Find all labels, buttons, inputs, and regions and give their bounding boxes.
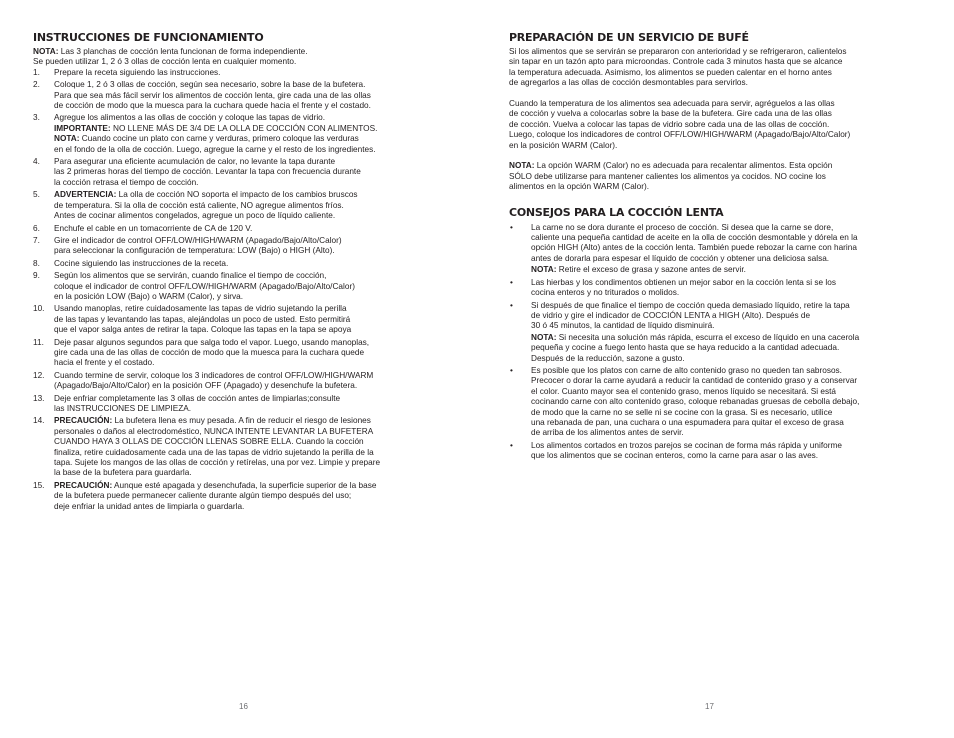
right-column <box>509 32 921 462</box>
step-number: 2. <box>33 80 40 90</box>
instruction-step <box>33 416 447 478</box>
step-number: 8. <box>33 258 40 268</box>
step-note-text: Cuando cocine un plato con carne y verduras, primero coloque las verduras en el fondo de la olla de cocción. Luego, agregue la carne y el resto de los ingredientes. <box>54 134 376 154</box>
step-number: 1. <box>33 67 40 77</box>
step-text: Según los alimentos que se servirán, cuando finalice el tiempo de cocción, coloque el indicador de control OFF/LOW/HIGH/WARM (Apagado/Bajo/Alto/Calor) en la posición LOW (Bajo) o WARM (Calor), y sirva. <box>54 271 355 301</box>
page-number-left: 16 <box>239 702 248 711</box>
intro-note-label: NOTA: <box>33 47 59 56</box>
instruction-step <box>33 271 447 302</box>
step-number: 11. <box>33 337 44 347</box>
step-text: Para asegurar una eficiente acumulación de calor, no levante la tapa durante las 2 primeras horas del tiempo de cocción. Levantar la tapa con frecuencia durante la cocción retrasa el tiempo de cocción. <box>54 157 361 187</box>
step-text: Prepare la receta siguiendo las instrucciones. <box>54 67 221 77</box>
tip-note <box>509 265 921 275</box>
bullet-icon: • <box>510 365 513 375</box>
step-text: Coloque 1, 2 ó 3 ollas de cocción, según sea necesario, sobre la base de la bufetera. Para que sea más fácil servir los alimentos de cocción lenta, gire cada una de las ollas de cocción de modo que la muesca para la cuchara quede hacia el frente y el costado. <box>54 80 371 111</box>
step-number: 3. <box>33 113 40 123</box>
instruction-step <box>33 371 447 392</box>
tip-item <box>509 366 921 439</box>
tip-text: Si después de que finalice el tiempo de cocción queda demasiado líquido, retire la tapa de vidrio y gire el indicador de COCCIÓN LENTA a HIGH (Alto). Después de 30 ó 45 minutos, la cantidad de líquido disminuirá. <box>531 300 850 331</box>
step-number: 5. <box>33 190 40 200</box>
step-number: 15. <box>33 480 45 490</box>
bullet-icon: • <box>510 277 513 287</box>
section-title-buffet-preparation: PREPARACIÓN DE UN SERVICIO DE BUFÉ <box>509 31 749 44</box>
buffet-warm-note-label: NOTA: <box>509 161 535 171</box>
tip-note-label: NOTA: <box>531 265 557 275</box>
instruction-step <box>33 338 447 369</box>
section-title-operating-instructions: INSTRUCCIONES DE FUNCIONAMIENTO <box>33 31 264 44</box>
step-number: 7. <box>33 235 40 245</box>
step-warning-label: PRECAUCIÓN: <box>54 480 113 490</box>
step-text: Agregue los alimentos a las ollas de cocción y coloque las tapas de vidrio. <box>54 113 326 123</box>
tip-item <box>509 223 921 265</box>
bullet-icon: • <box>510 440 513 450</box>
bullet-icon: • <box>510 222 513 232</box>
slow-cooking-tips-list <box>509 223 921 462</box>
step-text: Usando manoplas, retire cuidadosamente las tapas de vidrio sujetando la perilla de las tapas y levantando las tapas, alejándolas un poco de usted. Esto permitirá que el vapor salga antes de retirar la tapa. Coloque las tapas en la tapa se apoya <box>54 304 352 335</box>
buffet-warm-note-text: La opción WARM (Calor) no es adecuada para recalentar alimentos. Esta opción SÓLO debe utilizarse para mantener calientes los alimentos ya cocidos. NO cocine los alimentos en la opción WARM (Calor). <box>509 161 833 192</box>
section-title-slow-cooking-tips: CONSEJOS PARA LA COCCIÓN LENTA <box>509 205 724 219</box>
step-text: Deje pasar algunos segundos para que salga todo el vapor. Luego, usando manoplas, gire cada una de las ollas de cocción de modo que la muesca para la cuchara quede hacia el frente y el costado. <box>54 337 370 368</box>
step-text: Deje enfriar completamente las 3 ollas de cocción antes de limpiarlas;consulte las INSTRUCCIONES DE LIMPIEZA. <box>54 393 341 413</box>
tip-note-text: Si necesita una solución más rápida, escurra el exceso de líquido en una cacerola pequeña y cocine a fuego lento hasta que se haya reducido a la cantidad adecuada. Después de la reducción, sazone a gusto. <box>531 332 860 363</box>
instruction-step <box>33 80 447 111</box>
bullet-icon: • <box>510 300 513 310</box>
step-text: Enchufe el cable en un tomacorriente de CA de 120 V. <box>54 223 253 233</box>
tip-text: La carne no se dora durante el proceso de cocción. Si desea que la carne se dore, caliente una pequeña cantidad de aceite en la olla de cocción desmontable y dórela en la opción HIGH (Alto) antes de la cocción lenta. También puede rebozar la carne con harina antes de dorarla para espesar el líquido de cocción y obtener una deliciosa salsa. <box>531 222 858 263</box>
step-warning-label: PRECAUCIÓN: <box>54 416 113 426</box>
intro-note-text: Las 3 planchas de cocción lenta funcionan de forma independiente. Se pueden utilizar 1, 2 ó 3 ollas de cocción lenta en cualquier momento. <box>33 47 308 67</box>
step-note-text: NO LLENE MÁS DE 3/4 DE LA OLLA DE COCCIÓN CON ALIMENTOS. <box>110 123 378 133</box>
step-text: Aunque esté apagada y desenchufada, la superficie superior de la base de la bufetera puede permanecer caliente durante algún tiempo después del uso; deje enfriar la unidad antes de limpiarla o guardarla. <box>54 480 377 511</box>
tip-item <box>509 301 921 332</box>
step-text: La olla de cocción NO soporta el impacto de los cambios bruscos de temperatura. Si la olla de cocción está caliente, NO agregue alimentos fríos. Antes de cocinar alimentos congelados, agregue un poco de líquido caliente. <box>54 190 358 221</box>
tip-text: Las hierbas y los condimentos obtienen un mejor sabor en la cocción lenta si se los cocina enteros y no triturados o molidos. <box>531 277 836 298</box>
step-number: 14. <box>33 416 45 426</box>
step-text: Cuando termine de servir, coloque los 3 indicadores de control OFF/LOW/HIGH/WARM (Apagado/Bajo/Alto/Calor) en la posición OFF (Apagado) y desenchufe la bufetera. <box>54 370 374 391</box>
buffet-warm-note <box>509 161 921 192</box>
page-number-right: 17 <box>705 702 714 711</box>
step-text: La bufetera llena es muy pesada. A fin de reducir el riesgo de lesiones personales o daños al electrodoméstico, NUNCA INTENTE LEVANTAR LA BUFETERA CUANDO HAYA 3 OLLAS DE COCCIÓN LLENAS SOBRE ELLA. Cuando la cocción finaliza, retire cuidadosamente cada una de las tapas de vidrio sujetando la perilla de la tapa. Sujete los mangos de las ollas de cocción y retírelas, una por vez. Limpie y prepare la base de la bufetera para guardarla. <box>54 416 381 478</box>
buffet-paragraph-reheating: Si los alimentos que se servirán se prepararon con anterioridad y se refrigeraron, calientelos sin tapar en un tazón apto para microondas. Controle cada 3 minutos hasta que se alcance la temperatura adecuada. Asimismo, los alimentos se pueden calentar en el horno antes de agregarlos a las ollas de cocción desmontables para servirlos. <box>509 47 847 88</box>
tip-item <box>509 441 921 462</box>
tip-note <box>509 333 921 364</box>
step-warning-label: ADVERTENCIA: <box>54 190 117 200</box>
tip-note-label: NOTA: <box>531 332 557 342</box>
intro-note <box>33 47 447 68</box>
step-text: Gire el indicador de control OFF/LOW/HIGH/WARM (Apagado/Bajo/Alto/Calor) para seleccionar la configuración de temperatura: LOW (Bajo) o HIGH (Alto). <box>54 235 342 256</box>
instruction-step <box>33 259 447 269</box>
operating-instructions-column <box>33 32 447 512</box>
step-number: 12. <box>33 370 45 380</box>
tip-note-text: Retire el exceso de grasa y sazone antes de servir. <box>556 265 746 275</box>
step-number: 4. <box>33 157 40 167</box>
step-note <box>54 134 447 155</box>
step-number: 13. <box>33 393 45 403</box>
instruction-step <box>33 113 447 155</box>
instruction-step <box>33 481 447 512</box>
tip-text: Es posible que los platos con carne de alto contenido graso no queden tan sabrosos. Precocer o dorar la carne ayudará a reducir la cantidad de contenido graso y a conservar el color. Cuanto mayor sea el contenido graso, menos líquido se necesitará. Si está cocinando carne con alto contenido graso, coloque rebanadas gruesas de cebolla debajo, de modo que la carne no se selle ni se cocine con la grasa. Si es necesario, utilice una rebanada de pan, una cuchara o una espumadera para quitar el exceso de grasa de arriba de los alimentos antes de servir. <box>531 365 860 438</box>
instruction-step <box>33 68 447 78</box>
instruction-step <box>33 236 447 257</box>
step-number: 6. <box>33 223 40 233</box>
instruction-step <box>33 304 447 335</box>
instruction-step <box>33 224 447 234</box>
tip-item <box>509 278 921 299</box>
instruction-step <box>33 190 447 221</box>
buffet-paragraph-serving: Cuando la temperatura de los alimentos sea adecuada para servir, agréguelos a las ollas de cocción y vuelva a colocarlas sobre la base de la bufetera. Gire cada una de las ollas de cocción. Vuelva a colocar las tapas de vidrio sobre cada una de las ollas de cocción. Luego, coloque los indicadores de control OFF/LOW/HIGH/WARM (Apagado/Bajo/Alto/Calor) en la posición WARM (Calor). <box>509 99 851 150</box>
instruction-step <box>33 157 447 188</box>
step-text: Cocine siguiendo las instrucciones de la receta. <box>54 258 229 268</box>
step-note <box>54 124 447 134</box>
instruction-step <box>33 394 447 415</box>
step-number: 10. <box>33 304 45 314</box>
step-number: 9. <box>33 271 40 281</box>
step-note-label: IMPORTANTE: <box>54 123 111 133</box>
step-note-label: NOTA: <box>54 134 80 144</box>
instruction-steps-list <box>33 68 447 512</box>
tip-text: Los alimentos cortados en trozos parejos se cocinan de forma más rápida y uniforme que los alimentos que se cocinan enteros, como la carne para asar o las aves. <box>531 440 842 461</box>
